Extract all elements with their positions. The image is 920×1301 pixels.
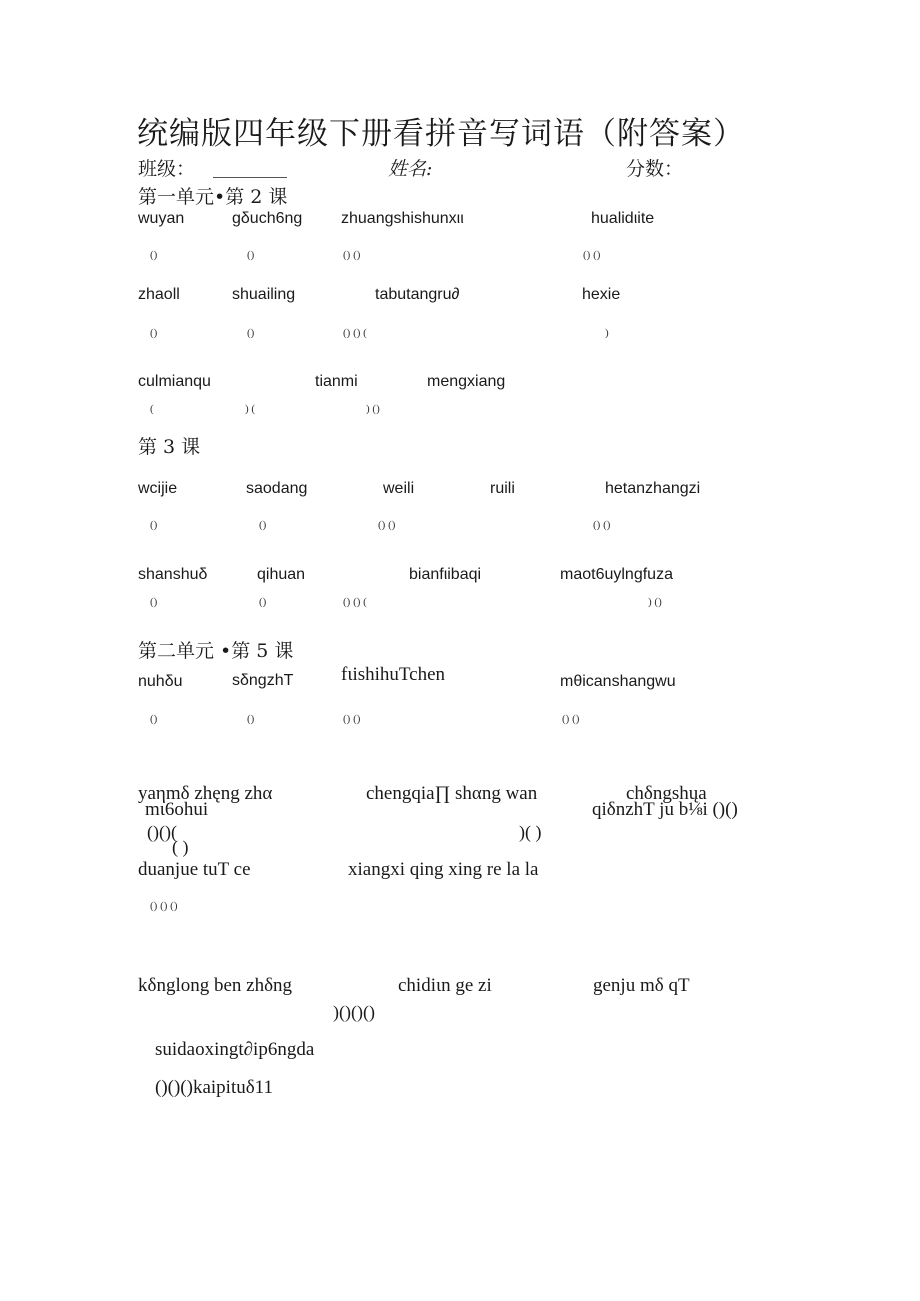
pinyin-word: weili: [383, 480, 415, 497]
pinyin-word: zhuangshishunxιι: [341, 210, 464, 227]
answer-brackets: ()()(: [147, 822, 177, 842]
pinyin-word: duanjue tuT ce: [138, 859, 251, 880]
answer-brackets: (): [150, 713, 158, 725]
pinyin-word: tianmi: [315, 373, 358, 390]
pinyin-word: wuyan: [138, 210, 185, 227]
pinyin-word: genju mδ qT: [593, 975, 690, 996]
answer-brackets: () () (): [150, 900, 178, 912]
pinyin-word: gδuch6ng: [232, 210, 303, 227]
pinyin-word: shuailing: [232, 286, 296, 303]
answer-brackets: () () (: [343, 596, 367, 608]
answer-brackets: (): [150, 327, 158, 339]
answer-brackets: )( ): [519, 822, 542, 842]
answer-brackets: (): [247, 249, 255, 261]
pinyin-word: hualidιite: [591, 210, 655, 227]
section-heading: 第 3 课: [138, 436, 201, 458]
answer-brackets: (): [247, 327, 255, 339]
answer-brackets: (): [150, 519, 158, 531]
pinyin-word: mengxiang: [427, 373, 506, 390]
pinyin-word: suidaoxingt∂ip6ngda: [155, 1039, 315, 1060]
answer-brackets: (): [259, 519, 267, 531]
pinyin-word: sδngzhT: [232, 672, 294, 689]
page-title: 统编版四年级下册看拼音写词语（附答案）: [137, 116, 745, 152]
class-blank-line: [213, 177, 287, 178]
pinyin-word: ()()()kaipituδ11: [155, 1077, 273, 1098]
pinyin-word: kδnglong ben zhδng: [138, 975, 293, 996]
pinyin-word: yaηmδ zhęng zhα: [138, 783, 273, 804]
score-label: 分数：: [626, 158, 684, 180]
answer-brackets: () (): [583, 249, 601, 261]
pinyin-word: ruili: [490, 480, 515, 497]
pinyin-word: hetanzhangzi: [605, 480, 701, 497]
class-label: 班级：: [138, 158, 196, 180]
pinyin-word: mι6ohui: [145, 799, 209, 820]
pinyin-word: wcijie: [138, 480, 178, 497]
answer-brackets: (): [150, 596, 158, 608]
answer-brackets: ( ): [172, 837, 189, 857]
pinyin-word: mθicanshangwu: [560, 673, 676, 690]
pinyin-word: chengqia∏ shαng wan: [366, 783, 538, 804]
pinyin-word: qihuan: [257, 566, 306, 583]
pinyin-word: chδngshųa: [626, 783, 707, 804]
pinyin-word: nuhδu: [138, 673, 183, 690]
answer-brackets: ) (): [648, 596, 662, 608]
answer-brackets: () (): [343, 713, 361, 725]
pinyin-word: saodang: [246, 480, 308, 497]
section-heading: 第二单元 •第 5 课: [138, 640, 294, 662]
pinyin-word: culmianqu: [138, 373, 211, 390]
pinyin-word: fιishihuTchen: [341, 664, 446, 685]
pinyin-word: tabutangru∂: [375, 286, 460, 303]
pinyin-word: xiangxi qing xing re la la: [348, 859, 539, 880]
answer-brackets: )()()(): [333, 1002, 375, 1022]
pinyin-word: chidiιn ge zi: [398, 975, 492, 996]
pinyin-word: hexie: [582, 286, 621, 303]
pinyin-word: shanshuδ: [138, 566, 208, 583]
answer-brackets: () (): [378, 519, 396, 531]
answer-brackets: (): [247, 713, 255, 725]
answer-brackets: (: [150, 403, 154, 415]
answer-brackets: ) (: [245, 403, 256, 415]
answer-brackets: () (): [562, 713, 580, 725]
answer-brackets: (): [150, 249, 158, 261]
answer-brackets: (): [259, 596, 267, 608]
answer-brackets: ): [605, 327, 609, 339]
answer-brackets: () (): [593, 519, 611, 531]
pinyin-word: qiδnzhT ju b⅛i ()(): [592, 799, 738, 820]
answer-brackets: () (): [343, 249, 361, 261]
name-label: 姓名:: [388, 158, 433, 180]
pinyin-word: bianfιibaqi: [409, 566, 482, 583]
pinyin-word: maot6uylngfuza: [560, 566, 673, 583]
answer-brackets: () () (: [343, 327, 367, 339]
answer-brackets: ) (): [366, 403, 380, 415]
section-heading: 第一单元•第 2 课: [138, 186, 288, 208]
pinyin-word: zhaoll: [138, 286, 180, 303]
